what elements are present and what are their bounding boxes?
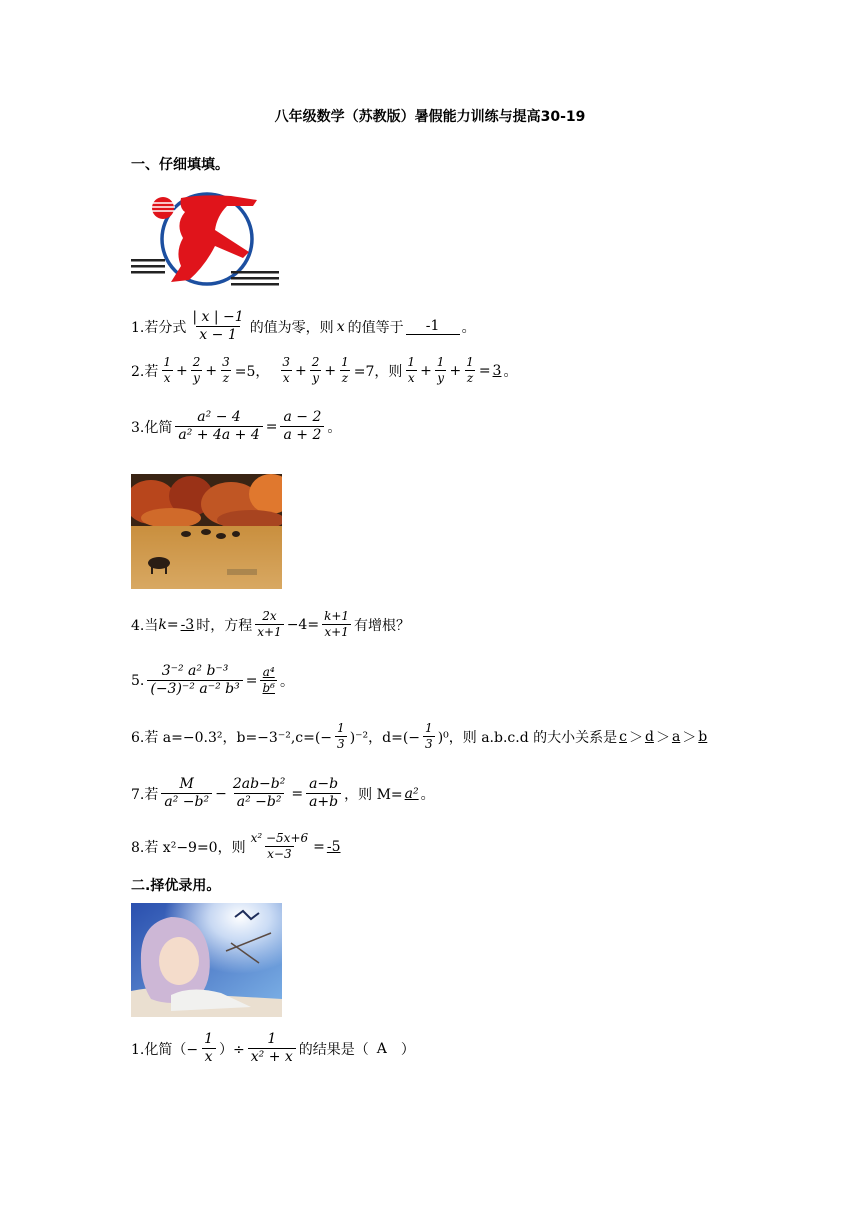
q6-gt-1: ＞ <box>628 729 643 746</box>
q3-numerator: a² − 4 <box>197 409 241 425</box>
q4-answer: -3 <box>180 616 195 633</box>
q3-prefix: 3.化简 <box>131 419 173 436</box>
s2q1-post: 的结果是（ <box>298 1041 369 1058</box>
q1-variable: x <box>336 318 345 335</box>
q2-frac-3x: $\frac{3}{x}$ <box>282 355 291 385</box>
s2q1-fraction-1 <box>201 1032 216 1065</box>
s2q1-end: ） <box>400 1041 415 1058</box>
q5-end: 。 <box>279 673 294 690</box>
q8-numerator: x² −5x+6 <box>250 831 309 845</box>
q6-c-numerator: 1 <box>337 721 345 735</box>
s2q1-prefix: 1.化简（− <box>131 1041 199 1058</box>
q3-denominator: a² + 4a + 4 <box>175 426 262 443</box>
q6-prefix: 6.若 a=−0.3²，b=−3⁻²,c=(− <box>131 729 333 746</box>
q8-denominator: x−3 <box>267 847 292 861</box>
q7-answer: a² <box>404 785 419 802</box>
page-title: 八年级数学（苏教版）暑假能力训练与提高30-19 <box>274 109 586 125</box>
q1-denominator: x − 1 <box>196 326 239 343</box>
q6-answer-d: d <box>644 728 654 745</box>
question-7 <box>131 777 435 810</box>
q6-middle-2: )⁰，则 a.b.c.d 的大小关系是 <box>437 729 618 746</box>
question-1 <box>131 310 476 343</box>
q2-prefix: 2.若 <box>131 363 159 380</box>
q7-f2-numerator: 2ab−b² <box>232 776 286 792</box>
q2-end: 。 <box>503 363 518 380</box>
q6-d-denominator: 3 <box>425 737 433 751</box>
dancer-logo-image <box>131 186 279 292</box>
q4-f1-numerator: 2x <box>262 609 277 623</box>
q2-eq1: =5， <box>234 363 270 380</box>
q7-post: ，则 M= <box>344 786 403 803</box>
q7-fraction-2 <box>230 777 289 810</box>
q6-middle-1: )⁻²，d=(− <box>349 729 421 746</box>
section2-heading: 二.择优录用。 <box>131 878 221 894</box>
s2q1-f1-numerator: 1 <box>204 1031 214 1047</box>
question-4 <box>131 610 410 639</box>
q6-gt-3: ＞ <box>682 729 697 746</box>
anime-girl-illustration <box>131 903 282 1017</box>
s2q1-f2-numerator: 1 <box>267 1031 277 1047</box>
q7-f2-denominator: a² −b² <box>234 793 285 810</box>
q7-eq: = <box>291 785 304 802</box>
q3-eq: = <box>265 418 278 435</box>
q4-fraction-1 <box>255 610 283 639</box>
q1-prefix: 1.若分式 <box>131 319 187 336</box>
q7-prefix: 7.若 <box>131 786 159 803</box>
q5-numerator: 3⁻² a² b⁻³ <box>161 663 229 679</box>
q8-prefix: 8.若 x²−9=0，则 <box>131 839 246 856</box>
q6-d-numerator: 1 <box>425 721 433 735</box>
question-2: 2.若 $\frac{1}{x}$ + $\frac{2}{y}$ + $\frac{3}{z}$ =5， $\frac{3}{x}$ + $\frac{2}{y}$ + $\frac{1}{z}$ =7，则 $\frac{1}{x}$ + $\frac{1}{y}$ + $\frac{1}{z}$ = 3 。 <box>131 355 518 385</box>
q7-fraction-3 <box>306 777 341 810</box>
q7-f3-numerator: a−b <box>309 776 339 792</box>
q7-f3-denominator: a+b <box>306 793 341 810</box>
q8-answer: -5 <box>326 838 341 855</box>
section1-heading: 一、仔细填填。 <box>131 157 229 173</box>
q8-eq: = <box>313 838 325 855</box>
q4-f2-numerator: k+1 <box>324 609 350 623</box>
q6-frac-c <box>335 722 347 751</box>
q3-end: 。 <box>327 419 342 436</box>
q2-eq2: =7，则 <box>353 363 403 380</box>
section2-question-1 <box>131 1032 415 1065</box>
q2-frac-2y-b: $\frac{2}{y}$ <box>311 355 320 385</box>
s2q1-answer: A <box>376 1040 387 1057</box>
q6-answer-a: a <box>671 728 681 745</box>
q4-minus: −4= <box>286 616 320 633</box>
q4-middle: 时，方程 <box>196 617 253 634</box>
q4-eq: = <box>166 616 179 633</box>
q1-post: 的值等于 <box>347 319 404 336</box>
q4-prefix: 4.当 <box>131 617 159 634</box>
q4-fraction-2 <box>322 610 351 639</box>
question-3 <box>131 410 341 443</box>
q6-frac-d <box>423 722 435 751</box>
q3-answer-denominator: a + 2 <box>280 426 324 443</box>
q5-fraction <box>147 664 242 697</box>
q4-f2-denominator: x+1 <box>324 625 349 639</box>
q5-denominator: (−3)⁻² a⁻² b³ <box>147 680 242 697</box>
q1-end: 。 <box>461 319 476 336</box>
q5-eq: = <box>245 672 258 689</box>
q6-gt-2: ＞ <box>655 729 670 746</box>
q2-frac-1y: $\frac{1}{y}$ <box>436 355 445 385</box>
question-6 <box>131 722 709 751</box>
s2q1-middle: ）÷ <box>219 1041 245 1058</box>
q7-end: 。 <box>420 786 435 803</box>
q2-answer: 3 <box>492 362 502 379</box>
q6-answer-c: c <box>619 728 627 745</box>
q1-fraction <box>189 310 246 343</box>
q1-answer: -1 <box>406 318 460 335</box>
s2q1-f1-denominator: x <box>202 1048 216 1065</box>
q3-answer-fraction <box>280 410 324 443</box>
question-8 <box>131 832 343 861</box>
q2-frac-1z-b: $\frac{1}{z}$ <box>466 355 474 385</box>
q5-answer-denominator: b⁶ <box>262 681 275 695</box>
s2q1-fraction-2 <box>248 1032 296 1065</box>
q6-c-denominator: 3 <box>337 737 345 751</box>
q6-answer-b: b <box>698 728 708 745</box>
q7-f1-denominator: a² −b² <box>161 793 212 810</box>
q4-f1-denominator: x+1 <box>257 625 282 639</box>
q2-frac-1x-b: $\frac{1}{x}$ <box>407 355 416 385</box>
q1-numerator: | x | −1 <box>192 309 244 325</box>
q2-frac-3z: $\frac{3}{z}$ <box>222 355 230 385</box>
q7-fraction-1 <box>161 777 212 810</box>
q1-middle: 的值为零，则 <box>249 319 334 336</box>
question-5 <box>131 664 294 697</box>
q3-answer-numerator: a − 2 <box>283 409 322 425</box>
q2-frac-2y: $\frac{2}{y}$ <box>192 355 201 385</box>
q2-frac-1x: $\frac{1}{x}$ <box>163 355 171 385</box>
q2-frac-1z: $\frac{1}{z}$ <box>341 355 349 385</box>
s2q1-f2-denominator: x² + x <box>248 1048 296 1065</box>
q5-prefix: 5. <box>131 672 145 689</box>
q4-variable: k <box>158 616 167 633</box>
autumn-landscape-photo <box>131 474 282 589</box>
q3-fraction <box>175 410 262 443</box>
q7-minus: − <box>215 785 227 802</box>
q4-post: 有增根？ <box>354 617 411 634</box>
q5-answer-fraction <box>260 666 277 695</box>
q7-f1-numerator: M <box>179 776 194 792</box>
q8-fraction <box>249 832 311 861</box>
q5-answer-numerator: a⁴ <box>262 665 275 679</box>
